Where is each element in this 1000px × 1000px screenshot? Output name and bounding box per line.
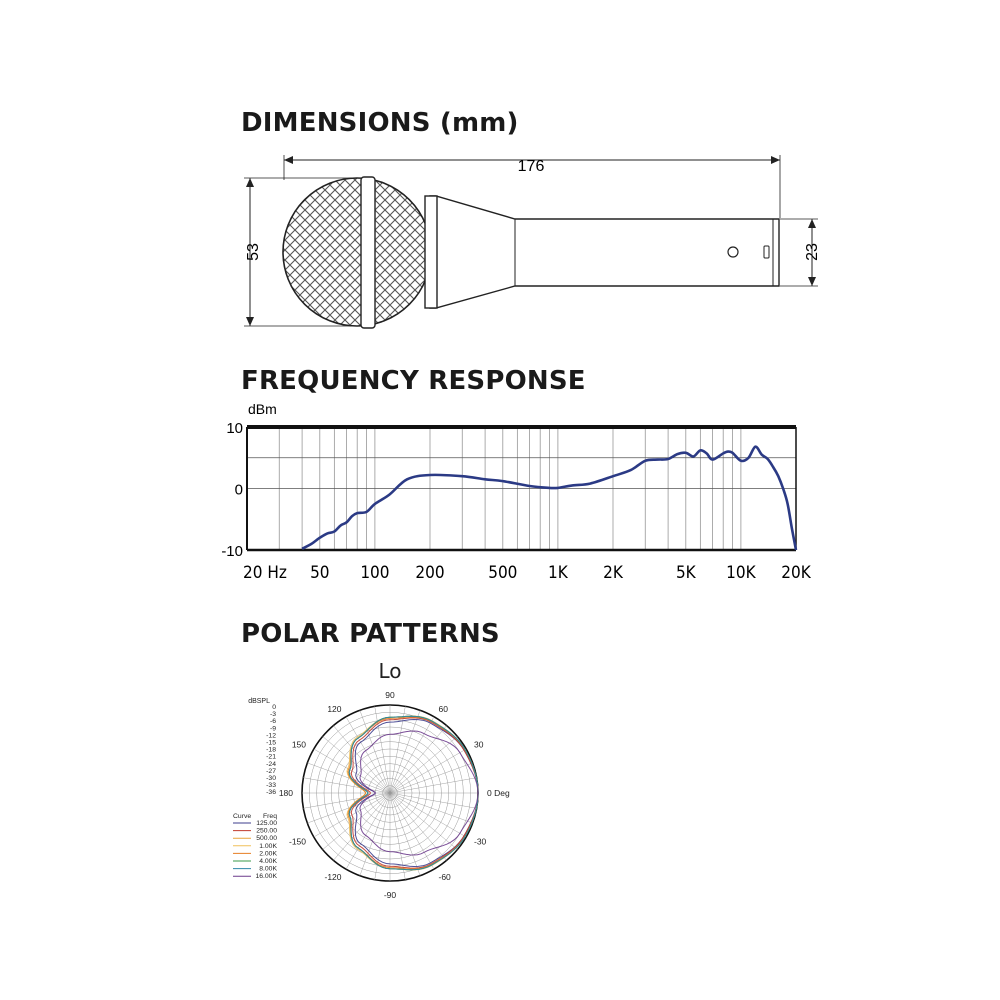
x-tick-label: 10K <box>726 563 756 583</box>
polar-angle-label: -30 <box>474 836 487 847</box>
polar-r-tick-label: -18 <box>266 746 276 754</box>
polar-angle-label: -60 <box>438 872 451 882</box>
polar-angle-label: -120 <box>324 872 342 882</box>
legend-freq-label: 2.00K <box>259 850 277 858</box>
polar-r-tick-label: -36 <box>266 789 276 797</box>
polar-r-tick-label: -12 <box>266 732 276 740</box>
legend-freq-label: 8.00K <box>259 865 277 873</box>
head-diameter-label: 53 <box>245 243 262 261</box>
frequency-response-title: FREQUENCY RESPONSE <box>241 366 586 396</box>
polar-angle-label: 0 Deg <box>487 788 510 798</box>
polar-angle-label: -90 <box>383 890 397 900</box>
polar-r-tick-label: -33 <box>266 782 276 790</box>
polar-angle-label: 180 <box>278 788 293 798</box>
dimensions-title: DIMENSIONS (mm) <box>241 108 519 138</box>
x-tick-label: 5K <box>675 563 696 583</box>
legend-freq-label: 1.00K <box>259 842 277 850</box>
polar-r-tick-label: -3 <box>269 711 276 719</box>
polar-r-tick-label: 0 <box>272 704 276 711</box>
polar-angle-label: 90 <box>385 690 395 700</box>
y-tick-label: 10 <box>226 420 243 437</box>
y-tick-label: -10 <box>221 543 243 560</box>
y-tick-label: 0 <box>234 481 243 499</box>
x-tick-label: 500 <box>488 563 518 583</box>
legend-freq-label: 125.00 <box>256 820 277 827</box>
legend-freq-label: 250.00 <box>256 827 277 835</box>
x-tick-label: 20K <box>781 563 811 583</box>
handle-diameter-label: 23 <box>804 243 821 261</box>
y-axis-label: dBm <box>248 401 277 417</box>
x-tick-label: 2K <box>603 563 623 583</box>
polar-r-tick-label: -24 <box>266 760 276 768</box>
polar-r-tick-label: -27 <box>266 767 276 775</box>
length-label: 176 <box>517 158 545 175</box>
legend-freq-label: 4.00K <box>259 858 277 865</box>
polar-r-tick-label: -6 <box>269 718 276 726</box>
polar-r-axis-label: dBSPL <box>248 698 270 705</box>
legend-freq-label: 16.00K <box>255 873 277 881</box>
legend-header-freq: Freq <box>263 813 277 820</box>
polar-patterns-title: POLAR PATTERNS <box>241 619 500 649</box>
polar-r-tick-label: -9 <box>269 725 276 733</box>
legend-freq-label: 500.00 <box>256 835 277 843</box>
x-tick-label: 100 <box>360 563 390 583</box>
x-tick-label: 200 <box>415 563 445 583</box>
polar-angle-label: 30 <box>474 739 484 750</box>
polar-r-tick-label: -15 <box>266 739 276 747</box>
legend-header-curve: Curve <box>233 813 252 820</box>
polar-angle-label: 120 <box>327 704 342 714</box>
polar-angle-label: 60 <box>438 704 448 714</box>
x-tick-label: 1K <box>548 563 568 583</box>
polar-angle-label: -150 <box>288 836 306 847</box>
polar-title: Lo <box>378 659 402 683</box>
x-tick-label: 50 <box>310 563 330 583</box>
x-tick-label: 20 Hz <box>243 563 287 583</box>
polar-r-tick-label: -30 <box>266 775 276 782</box>
polar-r-tick-label: -21 <box>266 753 276 761</box>
polar-angle-label: 150 <box>291 739 306 750</box>
